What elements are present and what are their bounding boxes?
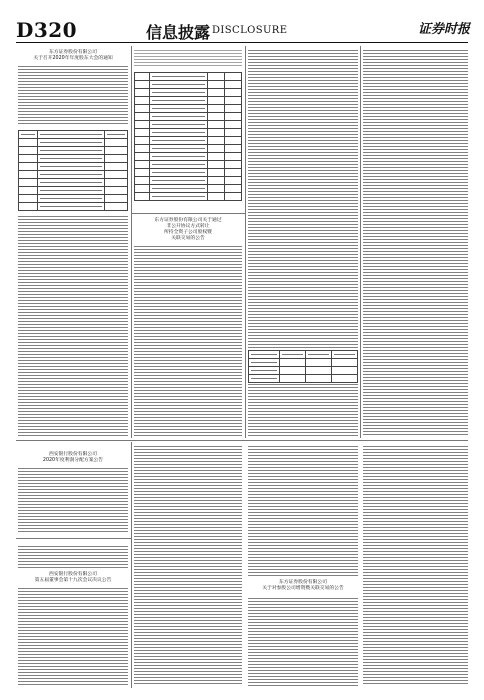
article-affiliate-capital-increase bbox=[248, 580, 358, 592]
headline-line: 第五届董事会第十九次会议决议公告 bbox=[34, 578, 112, 583]
headline-line: 关于对参股公司增资暨关联交易的公告 bbox=[262, 586, 344, 591]
headline-line: 西安银行股份有限公司 bbox=[49, 452, 97, 457]
article-body bbox=[248, 50, 358, 350]
article-headline bbox=[18, 452, 128, 464]
headline-line: 西安银行股份有限公司 bbox=[49, 572, 97, 577]
article-headline bbox=[248, 580, 358, 592]
article-body bbox=[134, 246, 242, 436]
article-body bbox=[134, 446, 242, 686]
article-body bbox=[134, 50, 242, 68]
article-headline bbox=[18, 50, 128, 62]
article-body bbox=[18, 216, 128, 436]
agenda-table bbox=[134, 72, 242, 201]
newspaper-logo: 证券时报 bbox=[418, 22, 471, 37]
article-equity-transfer bbox=[134, 218, 242, 242]
headline-line: 所持全资子公司股权暨 bbox=[164, 230, 212, 235]
meeting-agenda-table bbox=[18, 130, 128, 211]
column-divider bbox=[245, 46, 246, 438]
headline-line: 非公开协议方式转让 bbox=[166, 224, 210, 229]
page-number: D320 bbox=[16, 18, 78, 42]
section-divider bbox=[131, 213, 245, 214]
masthead bbox=[0, 0, 484, 40]
article-body bbox=[363, 50, 468, 436]
section-title: 信息披露 bbox=[146, 23, 211, 42]
column-divider bbox=[131, 46, 132, 438]
article-body bbox=[363, 446, 468, 686]
column-divider bbox=[360, 46, 361, 438]
article-body bbox=[248, 446, 358, 576]
article-body bbox=[18, 546, 128, 568]
article-annual-meeting-notice bbox=[18, 50, 128, 62]
section-divider bbox=[16, 538, 131, 539]
article-headline bbox=[134, 218, 242, 242]
article-body bbox=[248, 598, 358, 686]
article-profit-distribution bbox=[18, 452, 128, 464]
financial-table bbox=[248, 350, 358, 383]
article-board-resolution bbox=[18, 572, 128, 584]
headline-line: 关联交易的公告 bbox=[171, 236, 205, 241]
headline-line: 东方证券股份有限公司关于通过 bbox=[154, 218, 222, 223]
column-divider bbox=[131, 442, 132, 688]
article-body bbox=[18, 588, 128, 686]
article-headline bbox=[18, 572, 128, 584]
section-title-english: DISCLOSURE bbox=[212, 25, 288, 36]
article-body bbox=[248, 384, 358, 436]
article-body bbox=[18, 66, 128, 126]
article-body bbox=[18, 468, 128, 534]
headline-line: 东方证券股份有限公司 bbox=[279, 580, 327, 585]
headline-line: 2020年度利润分配方案公告 bbox=[42, 458, 104, 463]
headline-line: 关于召开2020年年度股东大会的通知 bbox=[33, 56, 113, 61]
section-divider bbox=[16, 440, 468, 441]
headline-line: 东方证券股份有限公司 bbox=[49, 50, 97, 55]
masthead-rule bbox=[16, 42, 468, 43]
